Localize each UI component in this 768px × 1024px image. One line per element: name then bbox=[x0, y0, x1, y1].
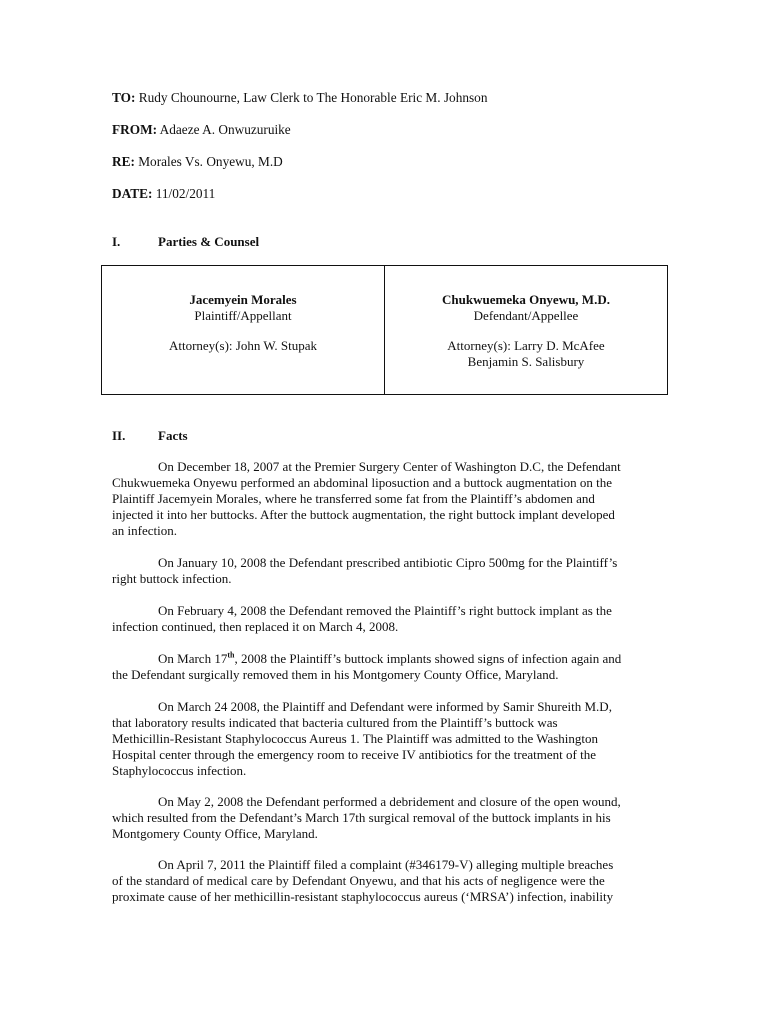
defendant-name: Chukwuemeka Onyewu, M.D. bbox=[442, 292, 610, 307]
section-parties-heading bbox=[112, 234, 259, 250]
text-line bbox=[112, 651, 652, 667]
plaintiff-name: Jacemyein Morales bbox=[189, 292, 297, 307]
ordinal-suffix: th bbox=[227, 650, 235, 660]
plaintiff-attorneys: Attorney(s): John W. Stupak bbox=[168, 338, 318, 353]
memo-from-value: Adaeze A. Onwuzuruike bbox=[159, 122, 291, 137]
text-line: the Defendant surgically removed them in his Montgomery County Office, Maryland. bbox=[112, 667, 559, 682]
memo-re-value: Morales Vs. Onyewu, M.D bbox=[138, 154, 283, 169]
memo-to-line bbox=[112, 90, 487, 106]
memo-to-label: TO: bbox=[112, 90, 136, 105]
facts-paragraph-4 bbox=[112, 651, 652, 683]
defendant-cell bbox=[385, 266, 667, 394]
text-line: proximate cause of her methicillin-resistant staphylococcus aureus (‘MRSA’) infection, inability bbox=[112, 889, 614, 904]
section-facts-heading bbox=[112, 428, 188, 444]
facts-paragraph-7 bbox=[112, 857, 652, 905]
text-line: of the standard of medical care by Defendant Onyewu, and that his acts of negligence were the bbox=[112, 873, 605, 888]
text-line: On December 18, 2007 at the Premier Surgery Center of Washington D.C, the Defendant bbox=[158, 459, 621, 474]
section-title: Parties & Counsel bbox=[158, 234, 260, 249]
facts-paragraph-6 bbox=[112, 794, 652, 842]
text-run: On March 17 bbox=[158, 651, 228, 666]
parties-table bbox=[101, 265, 668, 395]
section-number: I. bbox=[112, 234, 121, 249]
text-line: right buttock infection. bbox=[112, 571, 232, 586]
text-line: Chukwuemeka Onyewu performed an abdominal liposuction and a buttock augmentation on the bbox=[112, 475, 613, 490]
defendant-attorneys: Attorney(s): Larry D. McAfee bbox=[447, 338, 605, 353]
facts-paragraph-1 bbox=[112, 459, 652, 539]
memo-date-line bbox=[112, 186, 215, 202]
text-line: On March 24 2008, the Plaintiff and Defendant were informed by Samir Shureith M.D, bbox=[158, 699, 612, 714]
text-line: On May 2, 2008 the Defendant performed a debridement and closure of the open wound, bbox=[158, 794, 621, 809]
defendant-attorney-2: Benjamin S. Salisbury bbox=[467, 353, 585, 369]
text-line: On April 7, 2011 the Plaintiff filed a complaint (#346179-V) alleging multiple breaches bbox=[158, 857, 614, 872]
text-run: , 2008 the Plaintiff’s buttock implants showed signs of infection again and bbox=[234, 651, 622, 666]
text-line: injected it into her buttocks. After the buttock augmentation, the right buttock implant developed bbox=[112, 507, 615, 522]
memo-from-label: FROM: bbox=[112, 122, 158, 137]
facts-paragraph-5 bbox=[112, 699, 652, 779]
memo-date-value: 11/02/2011 bbox=[155, 186, 216, 201]
text-line: Methicillin-Resistant Staphylococcus Aureus 1. The Plaintiff was admitted to the Washington bbox=[112, 731, 599, 746]
text-line: Plaintiff Jacemyein Morales, where he transferred some fat from the Plaintiff’s abdomen and bbox=[112, 491, 595, 506]
text-line: an infection. bbox=[112, 523, 177, 538]
text-line: On January 10, 2008 the Defendant prescribed antibiotic Cipro 500mg for the Plaintiff’s bbox=[158, 555, 618, 570]
memo-re-line bbox=[112, 154, 283, 170]
facts-paragraph-2 bbox=[112, 555, 652, 587]
text-line: Montgomery County Office, Maryland. bbox=[112, 826, 318, 841]
text-line: Staphylococcus infection. bbox=[112, 763, 247, 778]
memo-to-value: Rudy Chounourne, Law Clerk to The Honorable Eric M. Johnson bbox=[138, 90, 488, 105]
text-line: Hospital center through the emergency room to receive IV antibiotics for the treatment of the bbox=[112, 747, 596, 762]
memo-re-label: RE: bbox=[112, 154, 135, 169]
facts-paragraph-3 bbox=[112, 603, 652, 635]
defendant-role: Defendant/Appellee bbox=[473, 307, 579, 323]
section-title: Facts bbox=[158, 428, 188, 443]
text-line: which resulted from the Defendant’s March 17th surgical removal of the buttock implants in his bbox=[112, 810, 611, 825]
plaintiff-role: Plaintiff/Appellant bbox=[194, 307, 292, 323]
plaintiff-cell bbox=[102, 266, 385, 394]
text-line: infection continued, then replaced it on March 4, 2008. bbox=[112, 619, 399, 634]
memo-from-line bbox=[112, 122, 291, 138]
text-line: On February 4, 2008 the Defendant removed the Plaintiff’s right buttock implant as the bbox=[158, 603, 612, 618]
section-number: II. bbox=[112, 428, 126, 443]
text-line: that laboratory results indicated that bacteria cultured from the Plaintiff’s buttock was bbox=[112, 715, 558, 730]
memo-date-label: DATE: bbox=[112, 186, 153, 201]
